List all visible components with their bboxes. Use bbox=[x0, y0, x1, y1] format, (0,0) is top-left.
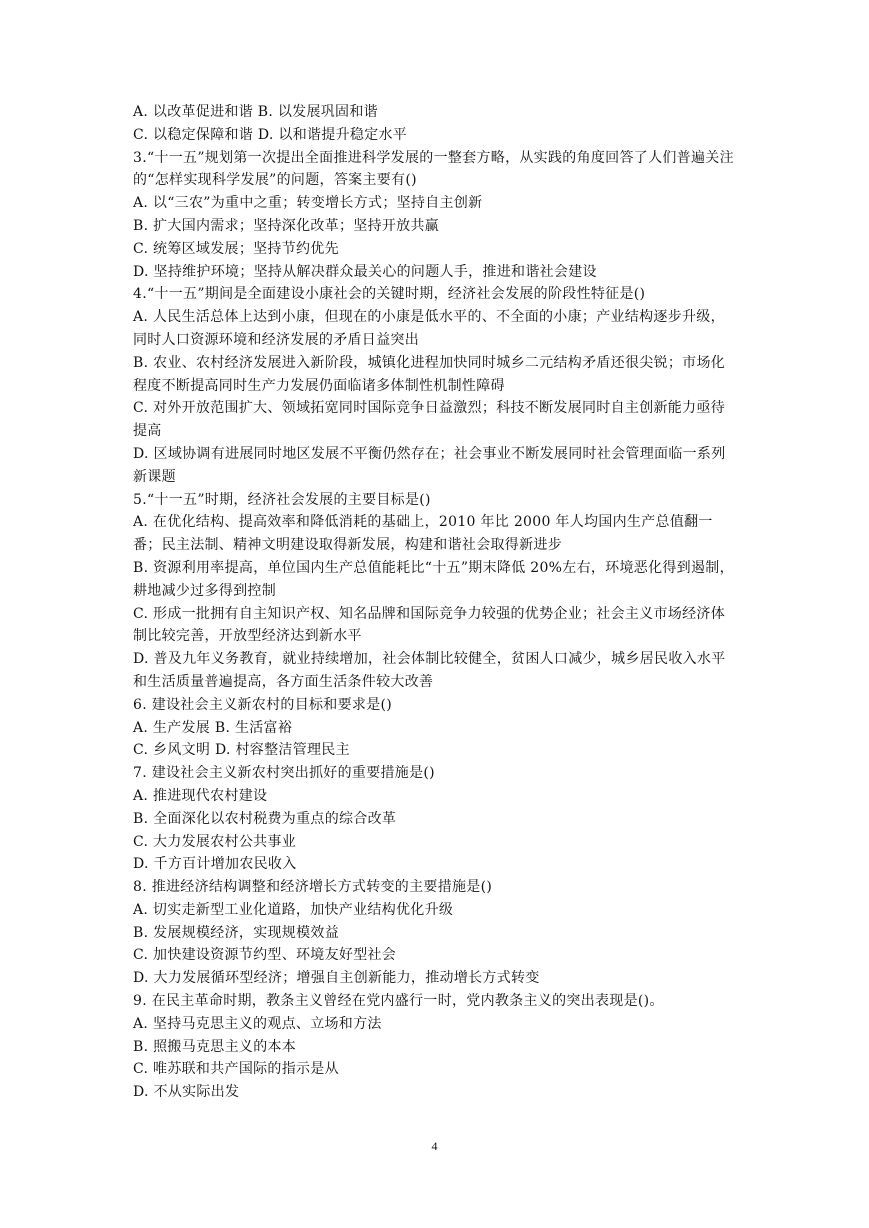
document-body bbox=[133, 101, 739, 1104]
question-5: 5.“十一五”时期，经济社会发展的主要目标是() bbox=[133, 491, 431, 508]
option-line: C. 大力发展农村公共事业 bbox=[133, 833, 297, 850]
option-line: A. 以“三农”为重中之重；转变增长方式；坚持自主创新 bbox=[133, 195, 483, 212]
option-paragraph: C. 形成一批拥有自主知识产权、知名品牌和国际竞争力较强的优势企业；社会主义市场经济体制比较完善，开放型经济达到新水平 bbox=[133, 605, 726, 645]
question-4: 4.“十一五”期间是全面建设小康社会的关键时期，经济社会发展的阶段性特征是() bbox=[133, 286, 646, 303]
option-line: C. 统筹区域发展；坚持节约优先 bbox=[133, 240, 339, 257]
question-7: 7. 建设社会主义新农村突出抓好的重要措施是() bbox=[133, 765, 435, 782]
page-number: 4 bbox=[431, 1139, 438, 1153]
option-line: C. 加快建设资源节约型、环境友好型社会 bbox=[133, 947, 397, 964]
option-line: D. 不从实际出发 bbox=[133, 1084, 240, 1101]
option-paragraph: D. 区域协调有进展同时地区发展不平衡仍然存在；社会事业不断发展同时社会管理面临一系列新课题 bbox=[133, 445, 726, 485]
option-line: C. 以稳定保障和谐 D. 以和谐提升稳定水平 bbox=[133, 126, 408, 143]
option-line: A. 切实走新型工业化道路，加快产业结构优化升级 bbox=[133, 901, 454, 918]
option-line: A. 生产发展 B. 生活富裕 bbox=[133, 719, 293, 736]
option-line: B. 全面深化以农村税费为重点的综合改革 bbox=[133, 810, 397, 827]
question-8: 8. 推进经济结构调整和经济增长方式转变的主要措施是() bbox=[133, 879, 493, 896]
option-paragraph: C. 对外开放范围扩大、领域拓宽同时国际竞争日益激烈；科技不断发展同时自主创新能力亟待提高 bbox=[133, 400, 726, 440]
option-line: B. 扩大国内需求；坚持深化改革；坚持开放共赢 bbox=[133, 217, 440, 234]
option-line: B. 照搬马克思主义的本本 bbox=[133, 1038, 297, 1055]
question-6: 6. 建设社会主义新农村的目标和要求是() bbox=[133, 696, 393, 713]
option-line: B. 发展规模经济，实现规模效益 bbox=[133, 924, 339, 941]
option-line: A. 以改革促进和谐 B. 以发展巩固和谐 bbox=[133, 104, 378, 120]
option-paragraph: B. 资源利用率提高，单位国内生产总值能耗比“十五”期末降低 20%左右，环境恶化得到遏制，耕地减少过多得到控制 bbox=[133, 559, 734, 599]
question-9: 9. 在民主革命时期，教条主义曾经在党内盛行一时，党内教条主义的突出表现是()。 bbox=[133, 993, 664, 1010]
option-line: A. 推进现代农村建设 bbox=[133, 787, 268, 804]
option-line: C. 唯苏联和共产国际的指示是从 bbox=[133, 1061, 339, 1078]
option-line: A. 坚持马克思主义的观点、立场和方法 bbox=[133, 1015, 382, 1032]
option-paragraph: A. 在优化结构、提高效率和降低消耗的基础上，2010 年比 2000 年人均国内生产总值翻一番；民主法制、精神文明建设取得新发展，构建和谐社会取得新进步 bbox=[133, 514, 713, 554]
option-line: C. 乡风文明 D. 村容整洁管理民主 bbox=[133, 742, 350, 759]
option-line: D. 千方百计增加农民收入 bbox=[133, 856, 297, 873]
option-paragraph: A. 人民生活总体上达到小康，但现在的小康是低水平的、不全面的小康；产业结构逐步升级，同时人口资源环境和经济发展的矛盾日益突出 bbox=[133, 309, 725, 348]
question-3: 3.“十一五”规划第一次提出全面推进科学发展的一整套方略，从实践的角度回答了人们普遍关注的“怎样实现科学发展”的问题，答案主要有() bbox=[133, 149, 734, 189]
option-paragraph: D. 普及九年义务教育，就业持续增加，社会体制比较健全，贫困人口减少，城乡居民收入水平和生活质量普遍提高，各方面生活条件较大改善 bbox=[133, 651, 726, 690]
option-paragraph: B. 农业、农村经济发展进入新阶段，城镇化进程加快同时城乡二元结构矛盾还很尖锐；市场化程度不断提高同时生产力发展仍面临诸多体制性机制性障碍 bbox=[133, 354, 726, 394]
option-line: D. 大力发展循环型经济；增强自主创新能力，推动增长方式转变 bbox=[133, 970, 540, 987]
option-line: D. 坚持维护环境；坚持从解决群众最关心的问题人手，推进和谐社会建设 bbox=[133, 263, 597, 280]
